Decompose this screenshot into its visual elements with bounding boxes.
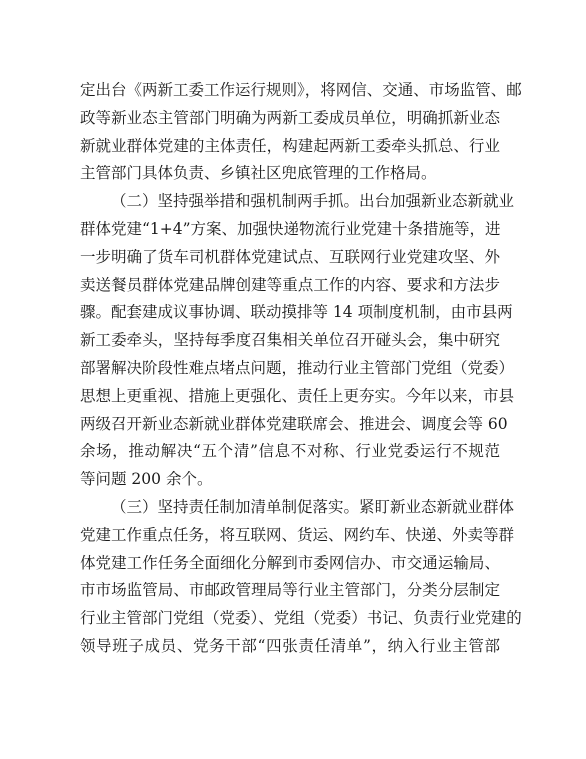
text-line: 行业主管部门党组（党委）、党组（党委）书记、负责行业党建的 bbox=[80, 609, 522, 628]
paragraph-2 bbox=[80, 188, 515, 494]
text-line: 市市场监管局、市邮政管理局等行业主管部门，分类分层制定 bbox=[80, 581, 500, 600]
text-line: 新工委牵头，坚持每季度召集相关单位召开碰头会，集中研究 bbox=[80, 331, 500, 350]
document-body bbox=[80, 77, 522, 661]
text-line: 卖送餐员群体党建品牌创建等重点工作的内容、要求和方法步 bbox=[80, 275, 500, 294]
text-line: 群体党建“1+4”方案、加强快递物流行业党建十条措施等，进 bbox=[80, 219, 501, 238]
text-line: 体党建工作任务全面细化分解到市委网信办、市交通运输局、 bbox=[80, 553, 500, 572]
text-line: 一步明确了货车司机群体党建试点、互联网行业党建攻坚、外 bbox=[80, 247, 500, 266]
text-line: （三）坚持责任制加清单制促落实。紧盯新业态新就业群体 bbox=[111, 497, 515, 516]
text-line: 领导班子成员、党务干部“四张责任清单”，纳入行业主管部 bbox=[80, 636, 500, 655]
text-line: 余场，推动解决“五个清”信息不对称、行业党委运行不规范 bbox=[80, 442, 500, 461]
paragraph-3 bbox=[80, 494, 522, 661]
text-line: 主管部门具体负责、乡镇社区兜底管理的工作格局。 bbox=[80, 164, 437, 183]
text-line: 定出台《两新工委工作运行规则》，将网信、交通、市场监管、邮 bbox=[80, 81, 522, 99]
text-line: 等问题 200 余个。 bbox=[80, 470, 213, 489]
text-line: 新就业群体党建的主体责任，构建起两新工委牵头抓总、行业 bbox=[80, 136, 500, 155]
text-line: 党建工作重点任务，将互联网、货运、网约车、快递、外卖等群 bbox=[80, 525, 515, 544]
text-line: 思想上更重视、措施上更强化、责任上更夯实。今年以来，市县 bbox=[80, 386, 515, 405]
text-line: 骤。配套建成议事协调、联动摸排等 14 项制度机制，由市县两 bbox=[80, 303, 513, 322]
text-line: 政等新业态主管部门明确为两新工委成员单位，明确抓新业态 bbox=[80, 108, 500, 127]
text-line: 部署解决阶段性难点堵点问题，推动行业主管部门党组（党委） bbox=[80, 358, 515, 377]
text-line: （二）坚持强举措和强机制两手抓。出台加强新业态新就业 bbox=[111, 192, 515, 211]
paragraph-1 bbox=[80, 77, 522, 188]
text-line: 两级召开新业态新就业群体党建联席会、推进会、调度会等 60 bbox=[80, 414, 508, 433]
